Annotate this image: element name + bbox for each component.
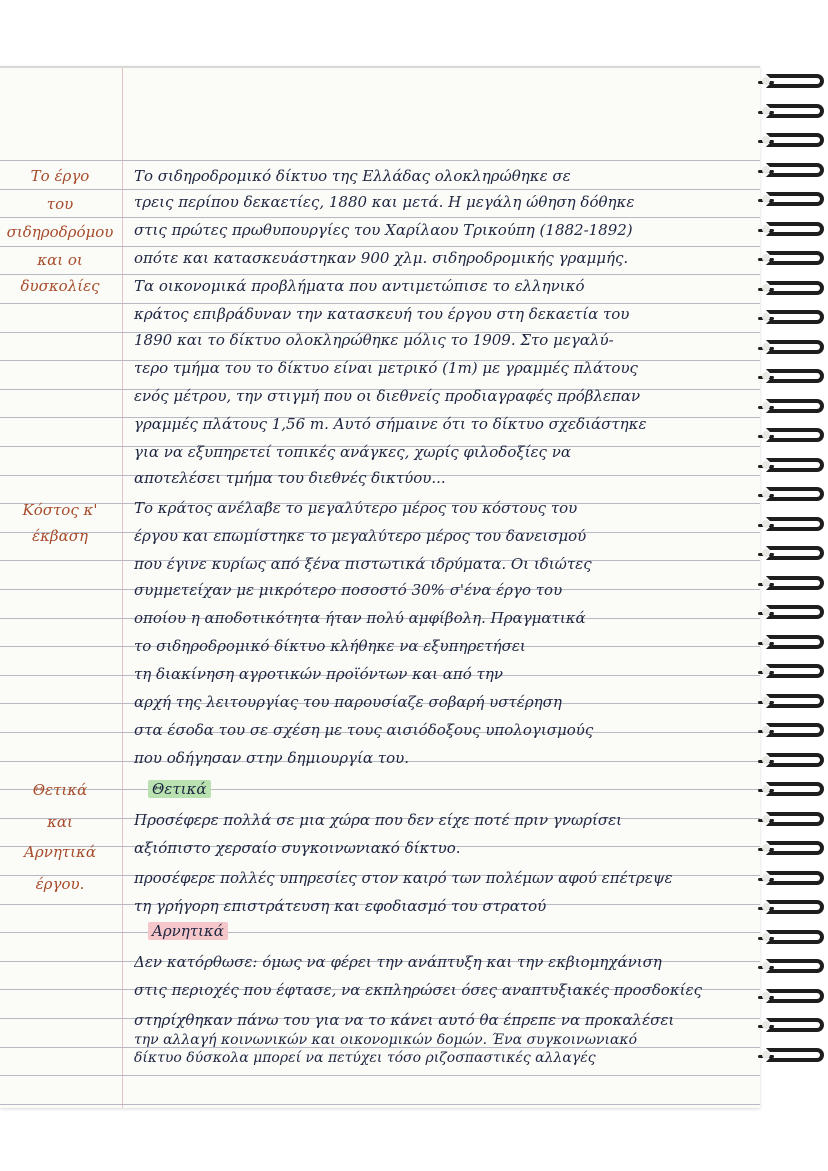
spiral-ring: [766, 1018, 824, 1032]
text-line: αποτελέσει τμήμα του διεθνές δικτύου...: [134, 469, 446, 487]
spiral-ring: [766, 989, 824, 1003]
punch-hole: [762, 136, 770, 144]
text-line: στις πρώτες πρωθυπουργίες του Χαρίλαου Τρικούπη (1882-1892): [134, 221, 633, 239]
spiral-ring: [766, 635, 824, 649]
spiral-ring: [766, 812, 824, 826]
text-line: 1890 και το δίκτυο ολοκληρώθηκε μόλις το 1909. Στο μεγαλύ-: [134, 331, 614, 349]
spiral-ring: [766, 664, 824, 678]
spiral-ring: [766, 74, 824, 88]
punch-hole: [762, 313, 770, 321]
sidenote: Το έργο: [30, 167, 90, 185]
spiral-ring: [766, 251, 824, 265]
punch-hole: [762, 343, 770, 351]
spiral-ring: [766, 104, 824, 118]
sidenote: Κόστος κ': [22, 501, 98, 519]
text-line: το σιδηροδρομικό δίκτυο κλήθηκε να εξυπηρετήσει: [134, 637, 526, 655]
spiral-ring: [766, 369, 824, 383]
ruled-line: [0, 1075, 760, 1076]
spiral-ring: [766, 222, 824, 236]
text-line: που οδήγησαν στην δημιουργία του.: [134, 749, 410, 767]
punch-hole: [762, 903, 770, 911]
punch-hole: [762, 638, 770, 646]
text-line: δίκτυο δύσκολα μπορεί να πετύχει τόσο ριζοσπαστικές αλλαγές: [134, 1050, 596, 1066]
text-line: για να εξυπηρετεί τοπικές ανάγκες, χωρίς φιλοδοξίες να: [134, 443, 571, 461]
text-line: τη διακίνηση αγροτικών προϊόντων και από την: [134, 665, 503, 683]
text-line: την αλλαγή κοινωνικών και οικονομικών δομών. Ένα συγκοινωνιακό: [134, 1032, 638, 1048]
ruled-line: [0, 246, 760, 247]
margin-line: [122, 68, 123, 1108]
punch-hole: [762, 107, 770, 115]
punch-hole: [762, 756, 770, 764]
ruled-line: [0, 1104, 760, 1105]
heading-negative: Αρνητικά: [148, 922, 228, 940]
punch-hole: [762, 195, 770, 203]
spiral-ring: [766, 930, 824, 944]
punch-hole: [762, 844, 770, 852]
sidenote: του: [46, 195, 74, 213]
punch-hole: [762, 992, 770, 1000]
ruled-line: [0, 160, 760, 161]
spiral-ring: [766, 753, 824, 767]
punch-hole: [762, 579, 770, 587]
spiral-ring: [766, 841, 824, 855]
punch-hole: [762, 697, 770, 705]
punch-hole: [762, 254, 770, 262]
punch-hole: [762, 608, 770, 616]
spiral-ring: [766, 576, 824, 590]
punch-hole: [762, 667, 770, 675]
sidenote: και: [47, 813, 73, 831]
ruled-line: [0, 932, 760, 933]
sidenote: Θετικά: [32, 781, 88, 799]
spiral-binding: [756, 68, 824, 1108]
punch-hole: [762, 372, 770, 380]
text-line: στα έσοδα του σε σχέση με τους αισιόδοξους υπολογισμούς: [134, 721, 594, 739]
punch-hole: [762, 402, 770, 410]
spiral-ring: [766, 310, 824, 324]
text-line: τρεις περίπου δεκαετίες, 1880 και μετά. Η μεγάλη ώθηση δόθηκε: [134, 193, 635, 211]
punch-hole: [762, 785, 770, 793]
spiral-ring: [766, 517, 824, 531]
punch-hole: [762, 431, 770, 439]
punch-hole: [762, 549, 770, 557]
spiral-ring: [766, 428, 824, 442]
ruled-line: [0, 217, 760, 218]
spiral-ring: [766, 487, 824, 501]
text-line: οποίου η αποδοτικότητα ήταν πολύ αμφίβολη. Πραγματικά: [134, 609, 586, 627]
text-line: συμμετείχαν με μικρότερο ποσοστό 30% σ'ένα έργο του: [134, 581, 563, 599]
ruled-line: [0, 189, 760, 190]
sidenote: έργου.: [35, 875, 85, 893]
punch-hole: [762, 77, 770, 85]
spiral-ring: [766, 399, 824, 413]
spiral-ring: [766, 192, 824, 206]
text-line: στις περιοχές που έφτασε, να εκπληρώσει όσες αναπτυξιακές προσδοκίες: [134, 981, 703, 999]
spiral-ring: [766, 281, 824, 295]
spiral-ring: [766, 782, 824, 796]
punch-hole: [762, 284, 770, 292]
punch-hole: [762, 225, 770, 233]
spiral-ring: [766, 546, 824, 560]
spiral-ring: [766, 1048, 824, 1062]
sidenote: έκβαση: [32, 527, 88, 545]
heading-positive: Θετικά: [148, 780, 211, 798]
spiral-ring: [766, 959, 824, 973]
text-line: Προσέφερε πολλά σε μια χώρα που δεν είχε ποτέ πριν γνωρίσει: [134, 811, 623, 829]
spiral-ring: [766, 871, 824, 885]
punch-hole: [762, 166, 770, 174]
text-line: αρχή της λειτουργίας του παρουσίαζε σοβαρή υστέρηση: [134, 693, 562, 711]
text-line: που έγινε κυρίως από ξένα πιστωτικά ιδρύματα. Οι ιδιώτες: [134, 555, 592, 573]
punch-hole: [762, 461, 770, 469]
punch-hole: [762, 933, 770, 941]
text-line: Δεν κατόρθωσε: όμως να φέρει την ανάπτυξη και την εκβιομηχάνιση: [134, 953, 662, 971]
text-line: οπότε και κατασκευάστηκαν 900 χλμ. σιδηροδρομικής γραμμής.: [134, 249, 629, 267]
text-line: Το σιδηροδρομικό δίκτυο της Ελλάδας ολοκληρώθηκε σε: [134, 167, 571, 185]
punch-hole: [762, 726, 770, 734]
spiral-ring: [766, 133, 824, 147]
sidenote: σιδηροδρόμου: [6, 223, 114, 241]
punch-hole: [762, 490, 770, 498]
sidenote: και οι: [37, 251, 83, 269]
spiral-ring: [766, 163, 824, 177]
punch-hole: [762, 520, 770, 528]
text-line: Το κράτος ανέλαβε το μεγαλύτερο μέρος του κόστους του: [134, 499, 578, 517]
punch-hole: [762, 1021, 770, 1029]
text-line: γραμμές πλάτους 1,56 m. Αυτό σήμαινε ότι το δίκτυο σχεδιάστηκε: [134, 415, 647, 433]
text-line: αξιόπιστο χερσαίο συγκοινωνιακό δίκτυο.: [134, 839, 461, 857]
text-line: τερο τμήμα του το δίκτυο είναι μετρικό (1m) με γραμμές πλάτους: [134, 359, 638, 377]
text-line: κράτος επιβράδυναν την κατασκευή του έργου στη δεκαετία του: [134, 305, 630, 323]
punch-hole: [762, 815, 770, 823]
text-line: τη γρήγορη επιστράτευση και εφοδιασμό του στρατού: [134, 897, 547, 915]
punch-hole: [762, 962, 770, 970]
punch-hole: [762, 1051, 770, 1059]
text-line: Τα οικονομικά προβλήματα που αντιμετώπισε το ελληνικό: [134, 277, 585, 295]
sidenote: Αρνητικά: [24, 843, 96, 861]
text-line: έργου και επωμίστηκε το μεγαλύτερο μέρος του δανεισμού: [134, 527, 587, 545]
sidenote: δυσκολίες: [20, 277, 100, 295]
spiral-ring: [766, 605, 824, 619]
notebook-page: [0, 66, 760, 1108]
spiral-ring: [766, 458, 824, 472]
spiral-ring: [766, 900, 824, 914]
text-line: ενός μέτρου, την στιγμή που οι διεθνείς προδιαγραφές πρόβλεπαν: [134, 387, 641, 405]
text-line: στηρίχθηκαν πάνω του για να το κάνει αυτό θα έπρεπε να προκαλέσει: [134, 1011, 675, 1029]
punch-hole: [762, 874, 770, 882]
text-line: προσέφερε πολλές υπηρεσίες στον καιρό των πολέμων αφού επέτρεψε: [134, 869, 673, 887]
spiral-ring: [766, 340, 824, 354]
spiral-ring: [766, 723, 824, 737]
spiral-ring: [766, 694, 824, 708]
